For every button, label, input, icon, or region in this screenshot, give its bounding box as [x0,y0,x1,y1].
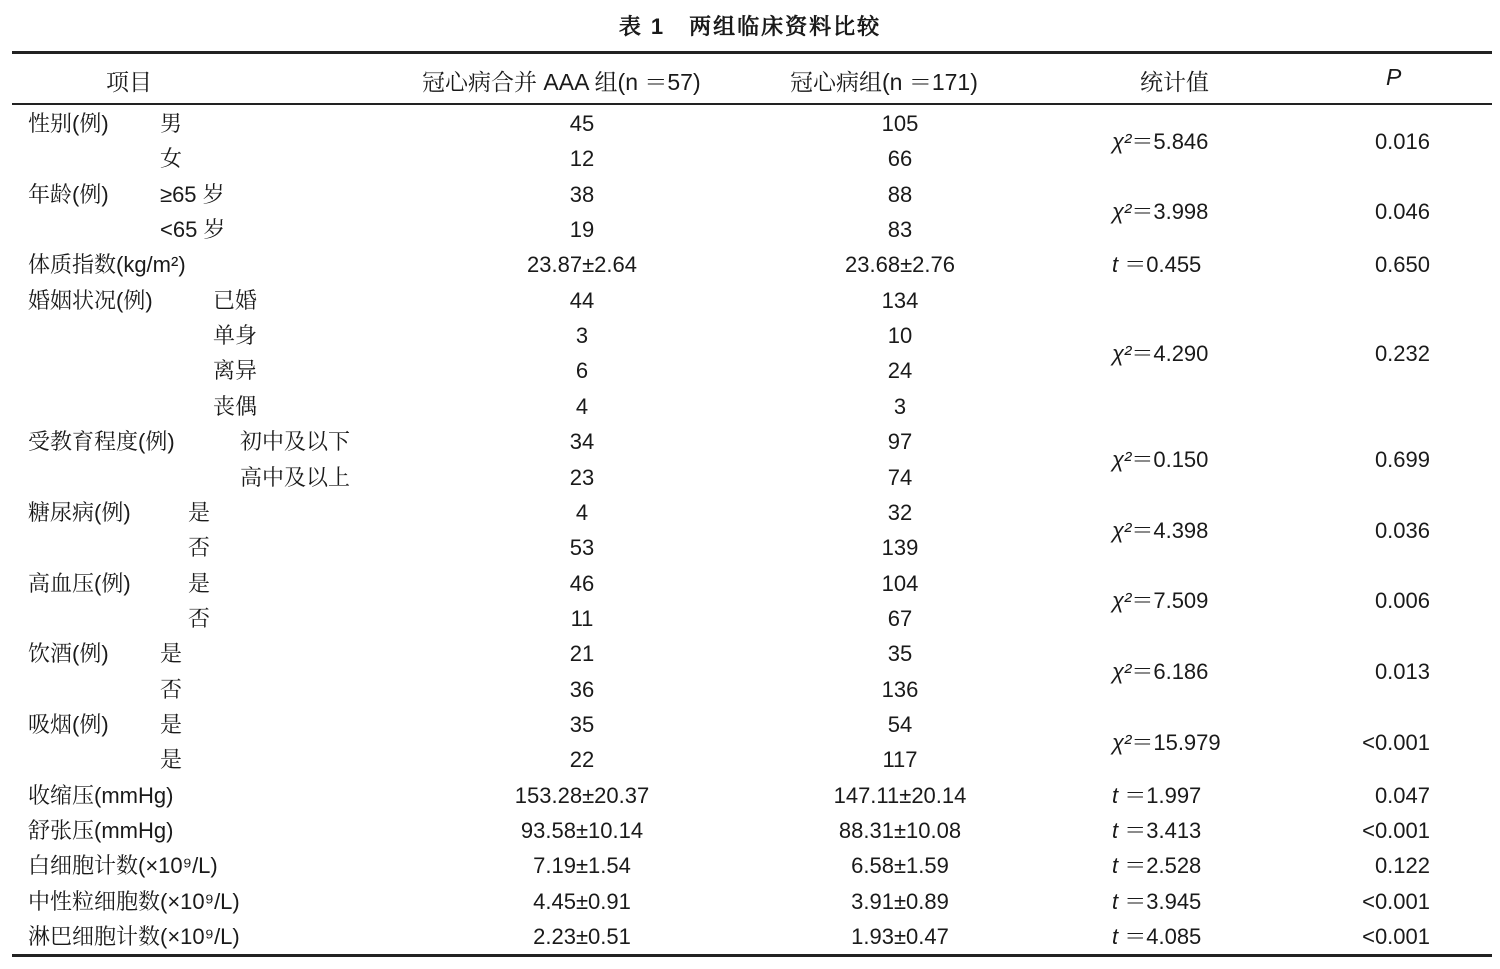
statistic-value [1112,654,1208,689]
header-group1: 冠心病合并 AAA 组(n ＝57) [422,69,701,95]
row-sublabel: <65 岁 [160,217,226,243]
table-row [0,495,1500,530]
group2-value: 1.93±0.47 [851,924,949,950]
statistic-value [1112,194,1208,229]
table-row [0,566,1500,601]
p-value: 0.006 [1374,588,1430,614]
row-label: 婚姻状况(例) [28,287,153,313]
row-label: 收缩压(mmHg) [28,782,174,808]
row-sublabel: 是 [188,499,211,525]
statistic-number: ＝0.150 [1131,446,1209,472]
statistic-value [1112,813,1201,848]
statistic-symbol: t [1112,853,1119,879]
group2-value: 32 [887,499,913,525]
group1-value: 36 [569,676,595,702]
row-sublabel: 否 [188,535,211,561]
statistic-number: ＝0.455 [1118,252,1202,278]
table-row [0,247,1500,282]
row-label: 白细胞计数(×10⁹/L) [28,853,218,879]
p-value: 0.232 [1374,340,1430,366]
statistic-value [1112,583,1208,618]
group1-value: 7.19±1.54 [533,853,631,879]
p-value: <0.001 [1362,924,1430,950]
row-label: 性别(例) [28,111,109,136]
group2-value: 88 [887,181,913,207]
table-row [0,212,1500,247]
table-row [0,601,1500,636]
table-row [0,813,1500,848]
group2-value: 3 [893,393,907,419]
row-label: 舒张压(mmHg) [28,818,174,843]
table-row [0,707,1500,742]
p-value: 0.122 [1374,853,1430,879]
group2-value: 6.58±1.59 [851,853,949,879]
statistic-symbol: χ² [1112,199,1132,225]
row-label: 受教育程度(例) [28,429,175,455]
header-statistic: 统计值 [1140,69,1209,95]
row-sublabel: 否 [160,676,183,702]
bottom-rule [12,954,1492,957]
group2-value: 35 [887,641,913,667]
group2-value: 104 [881,570,919,596]
statistic-number: ＝3.945 [1118,888,1202,914]
group2-value: 139 [881,535,919,561]
table-row [0,177,1500,212]
statistic-symbol: χ² [1112,658,1132,684]
row-label: 糖尿病(例) [28,499,131,525]
group1-value: 45 [569,111,595,136]
top-rule [12,51,1492,54]
statistic-value [1112,513,1208,548]
row-sublabel: 是 [160,641,183,667]
statistic-value [1112,336,1208,371]
group2-value: 10 [887,323,913,349]
group2-value: 134 [881,287,919,313]
p-value: 0.036 [1374,517,1430,543]
statistic-value [1112,884,1201,919]
statistic-number: ＝2.528 [1118,853,1202,879]
group1-value: 2.23±0.51 [533,924,631,950]
statistic-value [1112,725,1221,760]
p-value: <0.001 [1362,818,1430,843]
statistic-value [1112,848,1201,883]
group2-value: 83 [887,217,913,243]
table-row [0,636,1500,671]
group2-value: 105 [881,111,919,136]
p-value: 0.046 [1374,199,1430,225]
group1-value: 23 [569,464,595,490]
group1-value: 22 [569,747,595,773]
row-sublabel: 初中及以下 [240,429,351,455]
row-sublabel: 已婚 [213,287,258,313]
statistic-symbol: χ² [1112,517,1132,543]
group2-value: 88.31±10.08 [838,818,962,843]
table-row [0,424,1500,459]
statistic-number: ＝6.186 [1131,658,1209,684]
statistic-number: ＝15.979 [1131,729,1221,755]
statistic-number: ＝4.290 [1131,340,1209,366]
row-sublabel: 否 [188,605,211,631]
p-value: 0.013 [1374,658,1430,684]
group1-value: 35 [569,711,595,737]
table-row [0,106,1500,141]
statistic-number: ＝4.085 [1118,924,1202,950]
row-sublabel: 高中及以上 [240,464,351,490]
table-row [0,389,1500,424]
header-item: 项目 [106,69,152,95]
statistic-symbol: χ² [1112,729,1132,755]
table-row [0,460,1500,495]
group1-value: 12 [569,146,595,172]
group1-value: 4 [575,499,589,525]
group1-value: 4 [575,393,589,419]
group2-value: 74 [887,464,913,490]
group1-value: 4.45±0.91 [533,888,631,914]
group1-value: 34 [569,429,595,455]
statistic-number: ＝1.997 [1118,782,1202,808]
statistic-number: ＝7.509 [1131,588,1209,614]
statistic-symbol: t [1112,782,1119,808]
row-label: 中性粒细胞数(×10⁹/L) [28,888,240,914]
row-label: 年龄(例) [28,181,109,207]
statistic-value [1112,442,1208,477]
statistic-number: ＝4.398 [1131,517,1209,543]
row-sublabel: 丧偶 [213,393,258,419]
statistic-symbol: χ² [1112,588,1132,614]
group1-value: 44 [569,287,595,313]
row-sublabel: 是 [160,747,183,773]
table-row [0,283,1500,318]
header-p: P [1386,64,1402,90]
row-sublabel: 单身 [213,323,258,349]
group2-value: 117 [882,747,918,773]
row-sublabel: 男 [160,111,183,136]
statistic-symbol: χ² [1112,340,1132,366]
group1-value: 38 [569,181,595,207]
group2-value: 136 [881,676,919,702]
statistic-number: ＝3.413 [1118,818,1202,843]
statistic-value [1112,124,1208,159]
group2-value: 23.68±2.76 [845,252,955,278]
table-row [0,318,1500,353]
table-row [0,848,1500,883]
row-sublabel: 女 [160,146,183,172]
group1-value: 93.58±10.14 [520,818,644,843]
group1-value: 3 [575,323,589,349]
table-row [0,742,1500,777]
p-value: 0.016 [1374,128,1430,154]
table-row [0,919,1500,954]
group1-value: 23.87±2.64 [527,252,637,278]
group2-value: 147.11±20.14 [833,782,967,808]
statistic-symbol: t [1112,924,1119,950]
table-row [0,672,1500,707]
header-rule [12,103,1492,105]
group1-value: 21 [569,641,595,667]
row-sublabel: 离异 [213,358,258,384]
row-label: 高血压(例) [28,570,131,596]
statistic-symbol: t [1112,818,1119,843]
row-label: 淋巴细胞计数(×10⁹/L) [28,924,240,950]
group2-value: 67 [887,605,913,631]
table-row [0,778,1500,813]
row-sublabel: 是 [160,711,183,737]
statistic-value [1112,919,1201,954]
p-value: <0.001 [1362,888,1430,914]
group2-value: 24 [887,358,913,384]
statistic-symbol: t [1112,252,1119,278]
statistic-value [1112,247,1201,282]
group1-value: 153.28±20.37 [514,782,650,808]
statistic-number: ＝5.846 [1131,128,1209,154]
p-value: 0.047 [1374,782,1430,808]
group1-value: 11 [570,605,594,631]
p-value: <0.001 [1362,729,1430,755]
row-label: 饮酒(例) [28,641,109,667]
row-label: 体质指数(kg/m²) [28,252,186,278]
group1-value: 6 [575,358,589,384]
table-row [0,353,1500,388]
statistic-symbol: t [1112,888,1119,914]
table-title: 表 1 两组临床资料比较 [618,14,882,39]
header-group2: 冠心病组(n ＝171) [790,69,978,95]
table-row [0,884,1500,919]
group2-value: 54 [887,711,913,737]
group2-value: 66 [887,146,913,172]
group1-value: 46 [569,570,595,596]
statistic-value [1112,778,1201,813]
group2-value: 97 [887,429,913,455]
row-label: 吸烟(例) [28,711,109,737]
row-sublabel: ≥65 岁 [160,181,225,207]
table-row [0,530,1500,565]
statistic-symbol: χ² [1112,128,1132,154]
p-value: 0.699 [1374,446,1430,472]
group1-value: 19 [569,217,595,243]
group1-value: 53 [569,535,595,561]
row-sublabel: 是 [188,570,211,596]
statistic-symbol: χ² [1112,446,1132,472]
statistic-number: ＝3.998 [1131,199,1209,225]
p-value: 0.650 [1374,252,1430,278]
table-row [0,141,1500,176]
group2-value: 3.91±0.89 [851,888,949,914]
